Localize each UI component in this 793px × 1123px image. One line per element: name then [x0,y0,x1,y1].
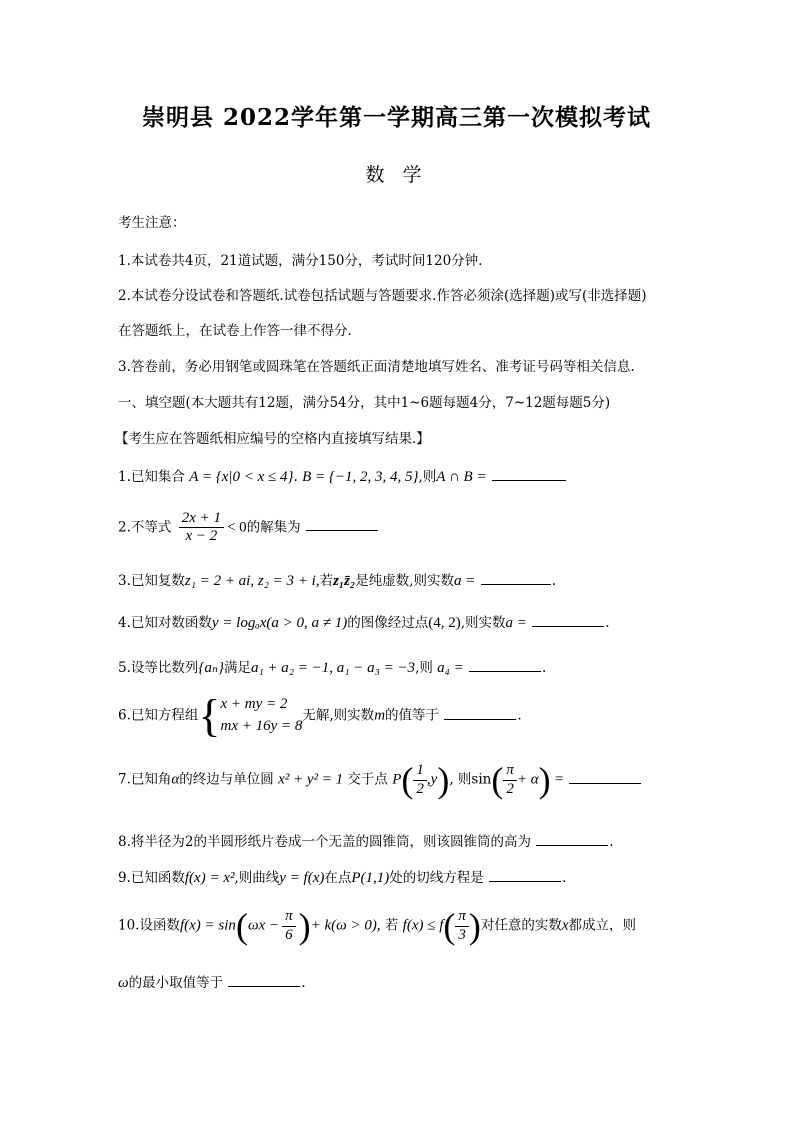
q3-mid: 若 [319,573,334,589]
q7-point-p: P [392,771,402,788]
q10-x: x [561,917,569,934]
q10-f-left-paren-icon: ( [443,906,456,946]
notice-item-1: 1.本试卷共4页，21道试题，满分150分，考试时间120分钟. [118,253,483,269]
q7-left-paren-icon: ( [401,760,414,800]
q5-answer-blank[interactable] [469,658,541,672]
q7-sin-num: π [503,762,517,780]
q4-mid: 的图像经过点 [347,615,429,631]
q7-sin-den: 2 [506,780,514,797]
q1-answer-blank[interactable] [492,467,566,481]
q2-denominator: x − 2 [185,528,218,545]
notice-item-2-cont: 在答题纸上，在试卷上作答一律不得分. [118,323,352,339]
q2-ineq: < 0 [226,519,247,536]
q10-ineq: f(x) ≤ f [402,917,444,934]
q7-pre: 7.已知角 [118,771,172,788]
section-instruction: 【考生应在答题纸相应编号的空格内直接填写结果.】 [115,431,430,447]
q5-post: ,则 [415,660,433,676]
q3-pre: 3.已知复数 [118,573,185,589]
q6-pre: 6.已知方程组 [118,707,199,724]
q5-end: . [542,660,547,676]
q6-eq1: x + my = 2 [220,696,288,713]
q6-brace-icon: { [198,690,221,741]
q5-pre: 5.设等比数列 [118,660,199,676]
q3-expr: z₁ = 2 + ai, z₂ = 3 + i, [184,573,320,589]
q7-sin-right-paren-icon: ) [538,760,551,800]
q1-sep: . [293,469,298,485]
question-10 [118,908,636,944]
q4-pre: 4.已知对数函数 [118,615,212,631]
q9-pre: 9.已知函数 [118,870,185,886]
q7-alpha: α [171,771,180,788]
q7-circle: x² + y² = 1 [278,771,344,788]
q7-fraction [413,762,427,798]
q7-answer-blank[interactable] [569,770,641,784]
q2-pre: 2.不等式 [118,519,172,536]
q7-frac-den: 2 [416,780,424,797]
question-5 [118,656,546,677]
notice-item-3: 3.答卷前，务必用钢笔或圆珠笔在答题纸正面清楚地填写姓名、准考证号码等相关信息. [118,359,635,375]
q4-point: (4, 2) [428,615,461,631]
q7-mid2: 交于点 [347,771,388,788]
q3-post: 是纯虚数,则实数 [355,573,455,589]
q10-f-fraction [455,908,469,944]
q2-post: 的解集为 [246,519,301,536]
q7-y: ,y [426,771,438,788]
q10-f-right-paren-icon: ) [468,906,481,946]
q6-answer-blank[interactable] [444,706,516,720]
q4-post: ,则实数 [460,615,506,631]
q7-sin-left-paren-icon: ( [491,760,504,800]
q10-pre: 10.设函数 [118,917,180,934]
q6-end: . [517,707,522,724]
question-9 [118,866,566,887]
q10-post: 对任意的实数 [480,917,562,934]
q10-mid: 若 [384,917,399,934]
q6-eq2: mx + 16y = 8 [220,718,303,734]
q9-post: 处的切线方程是 [389,870,484,886]
q4-expr: y = logₐx(a > 0, a ≠ 1) [211,615,348,631]
q4-var: a = [505,615,527,631]
q7-plus-alpha: + α [516,771,539,788]
section-heading: 一、填空题(本大题共有12题，满分54分，其中1~6题每题4分，7~12题每题5分) [118,395,611,411]
q9-curve: y = f(x) [279,870,325,886]
q2-fraction [179,510,224,546]
q3-answer-blank[interactable] [481,571,551,585]
q8-text: 8.将半径为2的半圆形纸片卷成一个无盖的圆锥筒，则该圆锥筒的高为 [118,834,531,850]
q1-set-a: A = {x|0 < x ≤ 4} [189,469,294,485]
question-7 [118,762,642,798]
q7-sin-fraction [503,762,517,798]
q10-f-den: 3 [458,926,466,943]
q5-var: a₄ = [437,660,464,676]
q2-numerator: 2x + 1 [179,510,224,528]
q10-omega: ω [118,975,129,991]
q9-fx: f(x) = x² [184,870,235,886]
q2-answer-blank[interactable] [306,517,378,531]
question-2 [118,510,379,546]
q5-expr: a₁ + a₂ = −1, a₁ − a₃ = −3 [250,660,416,676]
q8-answer-blank[interactable] [536,832,608,846]
q6-var: m [374,707,386,724]
q10-frac-num: π [282,908,296,926]
question-3 [118,569,556,590]
q10-left-paren-icon: ( [235,906,248,946]
notice-item-2: 2.本试卷分设试卷和答题纸.试卷包括试题与答题要求.作答必须涂(选择题)或写(非选择题) [118,288,647,304]
question-8 [118,830,614,850]
notice-heading: 考生注意： [118,215,186,231]
q10-fx: f(x) = sin [179,917,236,934]
q5-seq: {aₙ} [198,660,224,676]
exam-subject: 数 学 [365,164,428,186]
exam-title: 崇明县 2022学年第一学期高三第一次模拟考试 [141,104,652,131]
q1-post: ,则 [418,469,437,485]
q8-end: . [609,834,614,850]
q7-right-paren-icon: ) [437,760,450,800]
q7-mid3: , 则sin [449,771,492,788]
q4-end: . [605,615,610,631]
q10-post2: 都成立，则 [568,917,637,934]
q10-end: . [301,975,306,991]
q10-f-num: π [455,908,469,926]
q10-fraction [282,908,296,944]
q10-inner: ωx − [247,917,280,934]
q10-right-paren-icon: ) [298,906,311,946]
q3-var: a = [454,573,476,589]
q5-mid: 满足 [223,660,251,676]
q9-point: P(1,1) [351,870,390,886]
q7-eq: = [554,771,564,788]
q6-mid: 无解,则实数 [302,707,375,724]
question-4 [118,611,610,632]
q6-system [198,690,303,741]
q1-expr: A ∩ B = [436,469,487,485]
q7-mid1: 的终边与单位圆 [179,771,274,788]
q7-frac-num: 1 [413,762,427,780]
q9-end: . [562,870,567,886]
q10-rest: + k(ω > 0), [310,917,381,934]
q10-line2: 的最小取值等于 [128,975,224,991]
q6-post: 的值等于 [385,707,440,724]
q9-mid2: 在点 [324,870,352,886]
q10-answer-blank[interactable] [228,973,300,987]
q3-product: z₁z̄₂ [333,573,356,589]
question-10-line2 [118,971,306,992]
q9-mid: ,则曲线 [234,870,280,886]
question-1 [118,465,567,486]
q3-end: . [551,573,556,589]
q1-pre: 1.已知集合 [118,469,185,485]
question-6 [118,690,522,741]
q1-set-b: B = {−1, 2, 3, 4, 5} [302,469,419,485]
q10-frac-den: 6 [285,926,293,943]
q4-answer-blank[interactable] [532,613,604,627]
q9-answer-blank[interactable] [489,868,561,882]
